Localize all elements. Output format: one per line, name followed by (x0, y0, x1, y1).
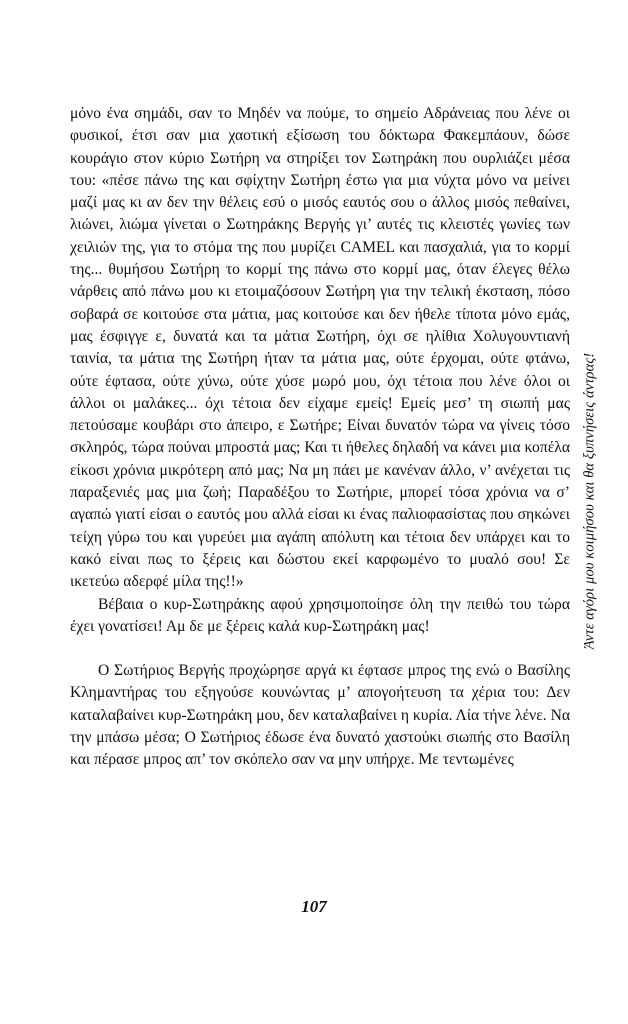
running-title-text: Άντε αγόρι μου κοιμήσου και θα ξυπνήσεις άντρας! (581, 352, 598, 650)
page-number: 107 (301, 897, 327, 916)
paragraph-2: Βέβαια ο κυρ-Σωτηράκης αφού χρησιμοποίησε όλη την πειθώ του τώρα έχει γονατίσει! Αμ δε με ξέρεις καλά κυρ-Σωτηράκη μας! (70, 595, 570, 635)
body-text (70, 103, 570, 772)
paragraph-1: μόνο ένα σημάδι, σαν το Μηδέν να πούμε, το σημείο Αδράνειας που λένε οι φυσικοί, έτσι σαν μια χαοτική εξίσωση του δόκτωρα Φακεμπάουν, δώσε κουράγιο στον κύριο Σωτήρη να στηρίξει τον Σωτηράκη που ουρλιάζει μέσα του: «πέσε πάνω της και σφίχτην Σωτήρη έστω για μια νύχτα μόνο να μείνει μαζί μας κι αν δεν την θέλεις εσύ ο μισός εαυτός σου ο άλλος μισός πεθαίνει, λιώνει, λιώμα γίνεται ο Σωτηράκης Βεργής γι’ αυτές τις κλειστές γωνίες των χειλιών της, για το στόμα της που μυρίζει CAMEL και πασχαλιά, για το κορμί της... θυμήσου Σωτήρη το κορμί της πάνω στο κορμί μας, όταν έλεγες θέλω νάρθεις από πάνω μου κι ετοιμαζόσουν Σωτήρη για την τελική έκσταση, πόσο σοβαρά σε κοιτούσε στα μάτια, μας κοιτούσε και δεν ήθελε τίποτα μόνο εμάς, μας έσφιγγε ε, δυνατά και τα μάτια Σωτήρη, όχι σε ηλίθια Χολυγουντιανή ταινία, τα μάτια της Σωτήρη ήταν τα μάτια μας, ούτε έρχομαι, ούτε φτάνω, ούτε έφτασα, ούτε χύνω, ούτε χύσε μωρό μου, όχι τέτοια που λένε όλοι οι άλλοι οι μαλάκες... όχι τέτοια δεν είχαμε εμείς! Εμείς μεσ’ τη σιωπή μας πετούσαμε κουβάρι στο άπειρο, ε Σωτήρε; Είναι δυνατόν τώρα να γίνεις τόσο σκληρός, τώρα πούναι μπροστά μας; Και τι ήθελες δηλαδή να κάνει μια κοπέλα είκοσι χρόνια μικρότερη από μας; Να μη πάει με κανέναν άλλο, ν’ ανέχεται τις παραξενιές μας μια ζωή; Παραδέξου το Σωτήριε, μπορεί τόσα χρόνια να σ’ αγαπώ γιατί είσαι ο εαυτός μου αλλά είσαι κι ένας παλιοφασίστας που σηκώνει τείχη γύρω του και γυρεύει μια αγάπη απόλυτη και τέτοια δεν υπάρχει και το κακό είναι πως το ξέρεις και δώστου εκεί καρφωμένο το μυαλό σου! Σε ικετεύω αδερφέ μίλα της!!» (70, 105, 570, 591)
paragraph-3: Ο Σωτήριος Βεργής προχώρησε αργά κι έφτασε μπρος της ενώ ο Βασίλης Κλημαντήρας του εξηγούσε κουνώντας μ’ απογοήτευση τα χέρια του: Δεν καταλαβαίνει κυρ-Σωτηράκη μου, δεν καταλαβαίνει η κυρία. Λία τήνε λένε. Να την μπάσω μέσα; Ο Σωτήριος έδωσε ένα δυνατό χαστούκι σιωπής στο Βασίλη και πέρασε μπρος απ’ τον σκόπελο σαν να μην υπήρχε. Με τεντωμένες (70, 662, 570, 769)
